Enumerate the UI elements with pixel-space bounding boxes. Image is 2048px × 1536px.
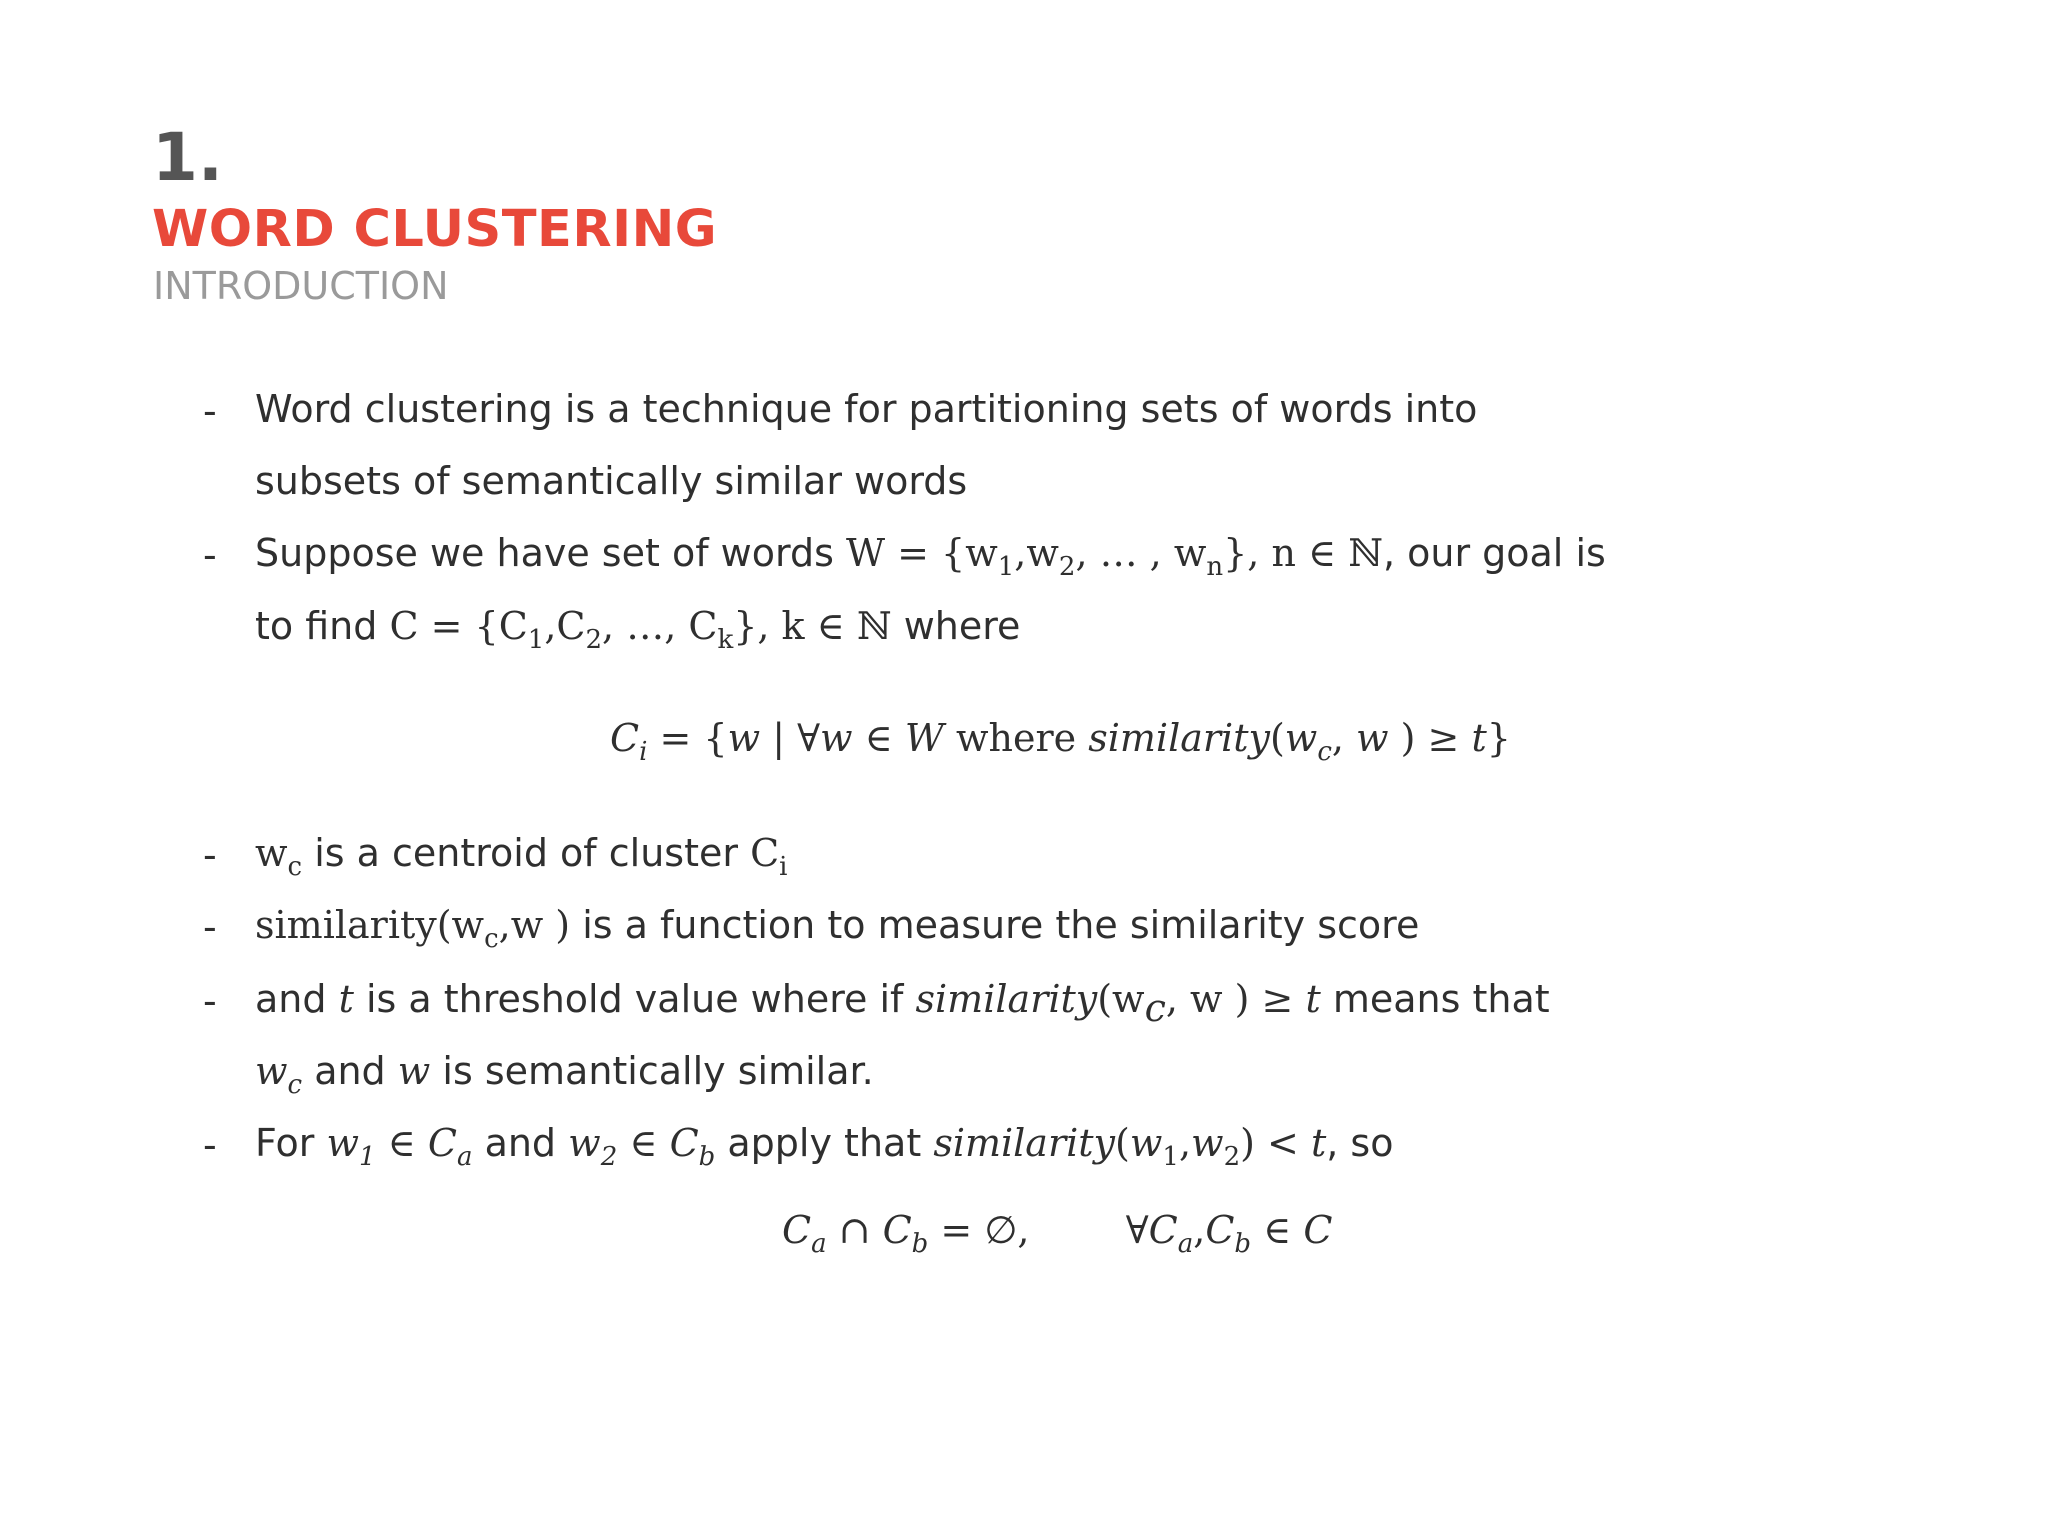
ca-symbol: $C_a$ xyxy=(427,1121,473,1172)
centroid-symbol-italic: $w_c$ xyxy=(255,1049,303,1100)
cluster-definition-formula: $C_i = \{w$ | ∀w ∈ W where $similarity(w_c$, w ) ≥ t} xyxy=(610,716,1511,767)
bullet-3: $w_c$ is a centroid of cluster $C_i$ xyxy=(255,831,788,882)
section-number: 1. xyxy=(152,119,223,196)
w1-symbol: $w_1$ xyxy=(326,1121,376,1172)
slide-title: WORD CLUSTERING xyxy=(152,200,718,259)
bullet-6: For $w_1$ ∈ $C_a$ and $w_2$ ∈ $C_b$ apply that $similarity(w_1,w_2) < t$, so xyxy=(255,1121,1394,1172)
similarity-inequality-math: $similarity(w_1,w_2) < t$ xyxy=(933,1121,1327,1172)
similarity-function-math: $similarity(w_c,w$ ) xyxy=(255,903,571,954)
bullet-1-line-1: Word clustering is a technique for partitioning sets of words into xyxy=(255,387,1478,431)
bullet-1-line-2: subsets of semantically similar words xyxy=(255,459,968,503)
disjoint-clusters-formula: $C_a$ ∩ $C_b$ = ∅, $\forall C_a,C_b$ ∈ C xyxy=(782,1208,1333,1259)
centroid-symbol: $w_c$ xyxy=(255,831,303,882)
bullet-2-text: Suppose we have set of words xyxy=(255,531,834,575)
bullet-dash: - xyxy=(203,389,217,433)
clusters-set-math: $C = \{C_1,C_2$, …, $C_k$}, k ∈ ℕ xyxy=(389,604,892,655)
cluster-symbol: $C_i$ xyxy=(750,831,788,882)
bullet-dash: - xyxy=(203,905,217,949)
bullet-2-tail: , our goal is xyxy=(1382,531,1606,575)
bullet-5-line-1: and t is a threshold value where if $similarity(w_c$, w ) ≥ t means that xyxy=(255,977,1550,1030)
cb-symbol: $C_b$ xyxy=(669,1121,716,1172)
bullet-2-text-2: to find xyxy=(255,604,378,648)
bullet-dash: - xyxy=(203,533,217,577)
bullet-dash: - xyxy=(203,1123,217,1167)
bullet-dash: - xyxy=(203,979,217,1023)
bullet-2-line-1 xyxy=(255,528,1606,582)
bullet-2-tail-2: where xyxy=(903,604,1021,648)
threshold-math: $similarity(w_c$, w ) ≥ t xyxy=(915,977,1321,1030)
w2-symbol: $w_2$ xyxy=(568,1121,618,1172)
bullet-2-line-2 xyxy=(255,601,1021,655)
bullet-4: $similarity(w_c,w$ ) is a function to measure the similarity score xyxy=(255,903,1420,954)
bullet-5-line-2: $w_c$ and w is semantically similar. xyxy=(255,1049,874,1100)
words-set-math: $W = \{w_1,w_2$, … , $w_n$}, n ∈ ℕ xyxy=(845,531,1383,582)
bullet-dash: - xyxy=(203,833,217,877)
slide-subtitle: INTRODUCTION xyxy=(153,264,449,308)
